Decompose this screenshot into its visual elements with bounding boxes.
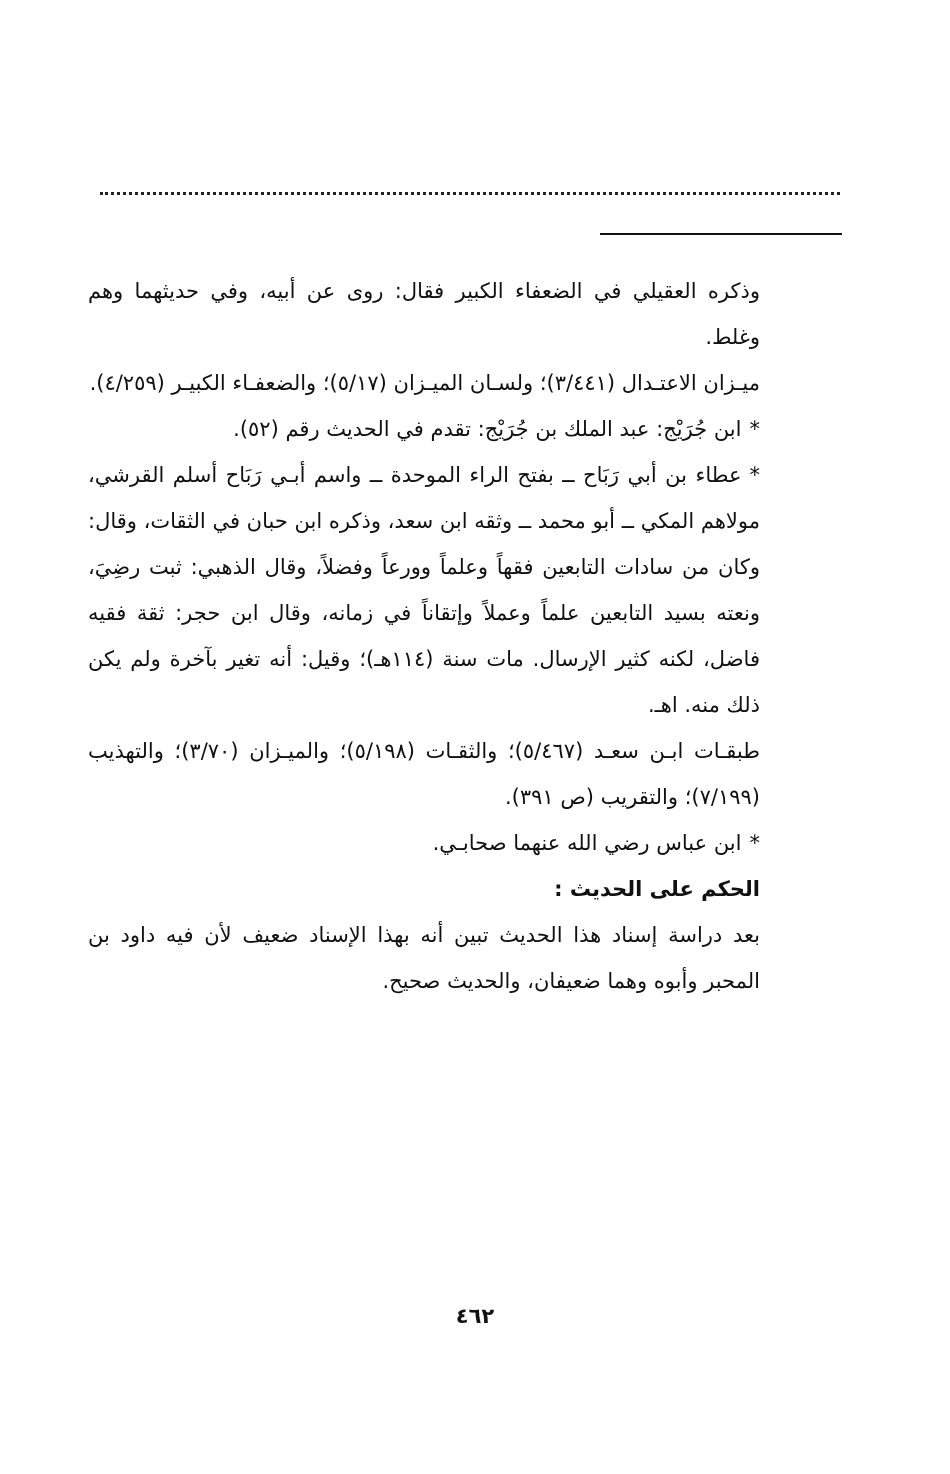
paragraph-ibn-abbas	[88, 820, 760, 866]
bullet-asterisk-icon: *	[749, 831, 760, 855]
paragraph-aqili: وذكره العقيلي في الضعفاء الكبير فقال: روى عن أبيه، وفي حديثهما وهم وغلط.	[88, 279, 760, 349]
paragraph-ruling: بعد دراسة إسناد هذا الحديث تبين أنه بهذا الإسناد ضعيف لأن فيه داود بن المحبر وأبوه وهما ضعيفان، والحديث صحيح.	[88, 923, 760, 993]
paragraph-references-2: طبقـات ابـن سعـد (٥/٤٦٧)؛ والثقـات (٥/١٩٨)؛ والميـزان (٣/٧٠)؛ والتهذيب (٧/١٩٩)؛ والتقريب (ص ٣٩١).	[88, 739, 760, 809]
footnote-rule	[600, 233, 842, 235]
paragraph-ibn-jurayj-text: ابن جُرَيْج: عبد الملك بن جُرَيْج: تقدم في الحديث رقم (٥٢).	[233, 417, 742, 441]
paragraph-ata-text: عطاء بن أبي رَبَاح ــ بفتح الراء الموحدة ــ واسم أبـي رَبَاح أسلم القرشي، مولاهم المكي ــ أبو محمد ــ وثقه ابن سعد، وذكره ابن حبان في الثقات، وقال: وكان من سادات التابعين فقهاً وعلماً وورعاً وفضلاً، وقال الذهبي: ثبت رضِيَ، ونعته بسيد التابعين علماً وعملاً وإتقاناً في زمانه، وقال ابن حجر: ثقة فقيه فاضل، لكنه كثير الإرسال. مات سنة (١١٤هـ)؛ وقيل: أنه تغير بآخرة ولم يكن ذلك منه. اهـ.	[88, 463, 760, 717]
paragraph-references-1: ميـزان الاعتـدال (٣/٤٤١)؛ ولسـان الميـزان (٥/١٧)؛ والضعفـاء الكبيـر (٤/٢٥٩).	[89, 371, 760, 395]
section-heading: الحكم على الحديث :	[554, 877, 760, 901]
bullet-asterisk-icon: *	[749, 463, 760, 487]
paragraph-ibn-abbas-text: ابن عباس رضي الله عنهما صحابـي.	[432, 831, 742, 855]
paragraph-ibn-jurayj	[88, 406, 760, 452]
page-number: ٤٦٢	[455, 1304, 495, 1328]
bullet-asterisk-icon: *	[749, 417, 760, 441]
footnote-body	[88, 268, 760, 1004]
paragraph-ata	[88, 452, 760, 728]
dotted-separator	[100, 192, 840, 195]
